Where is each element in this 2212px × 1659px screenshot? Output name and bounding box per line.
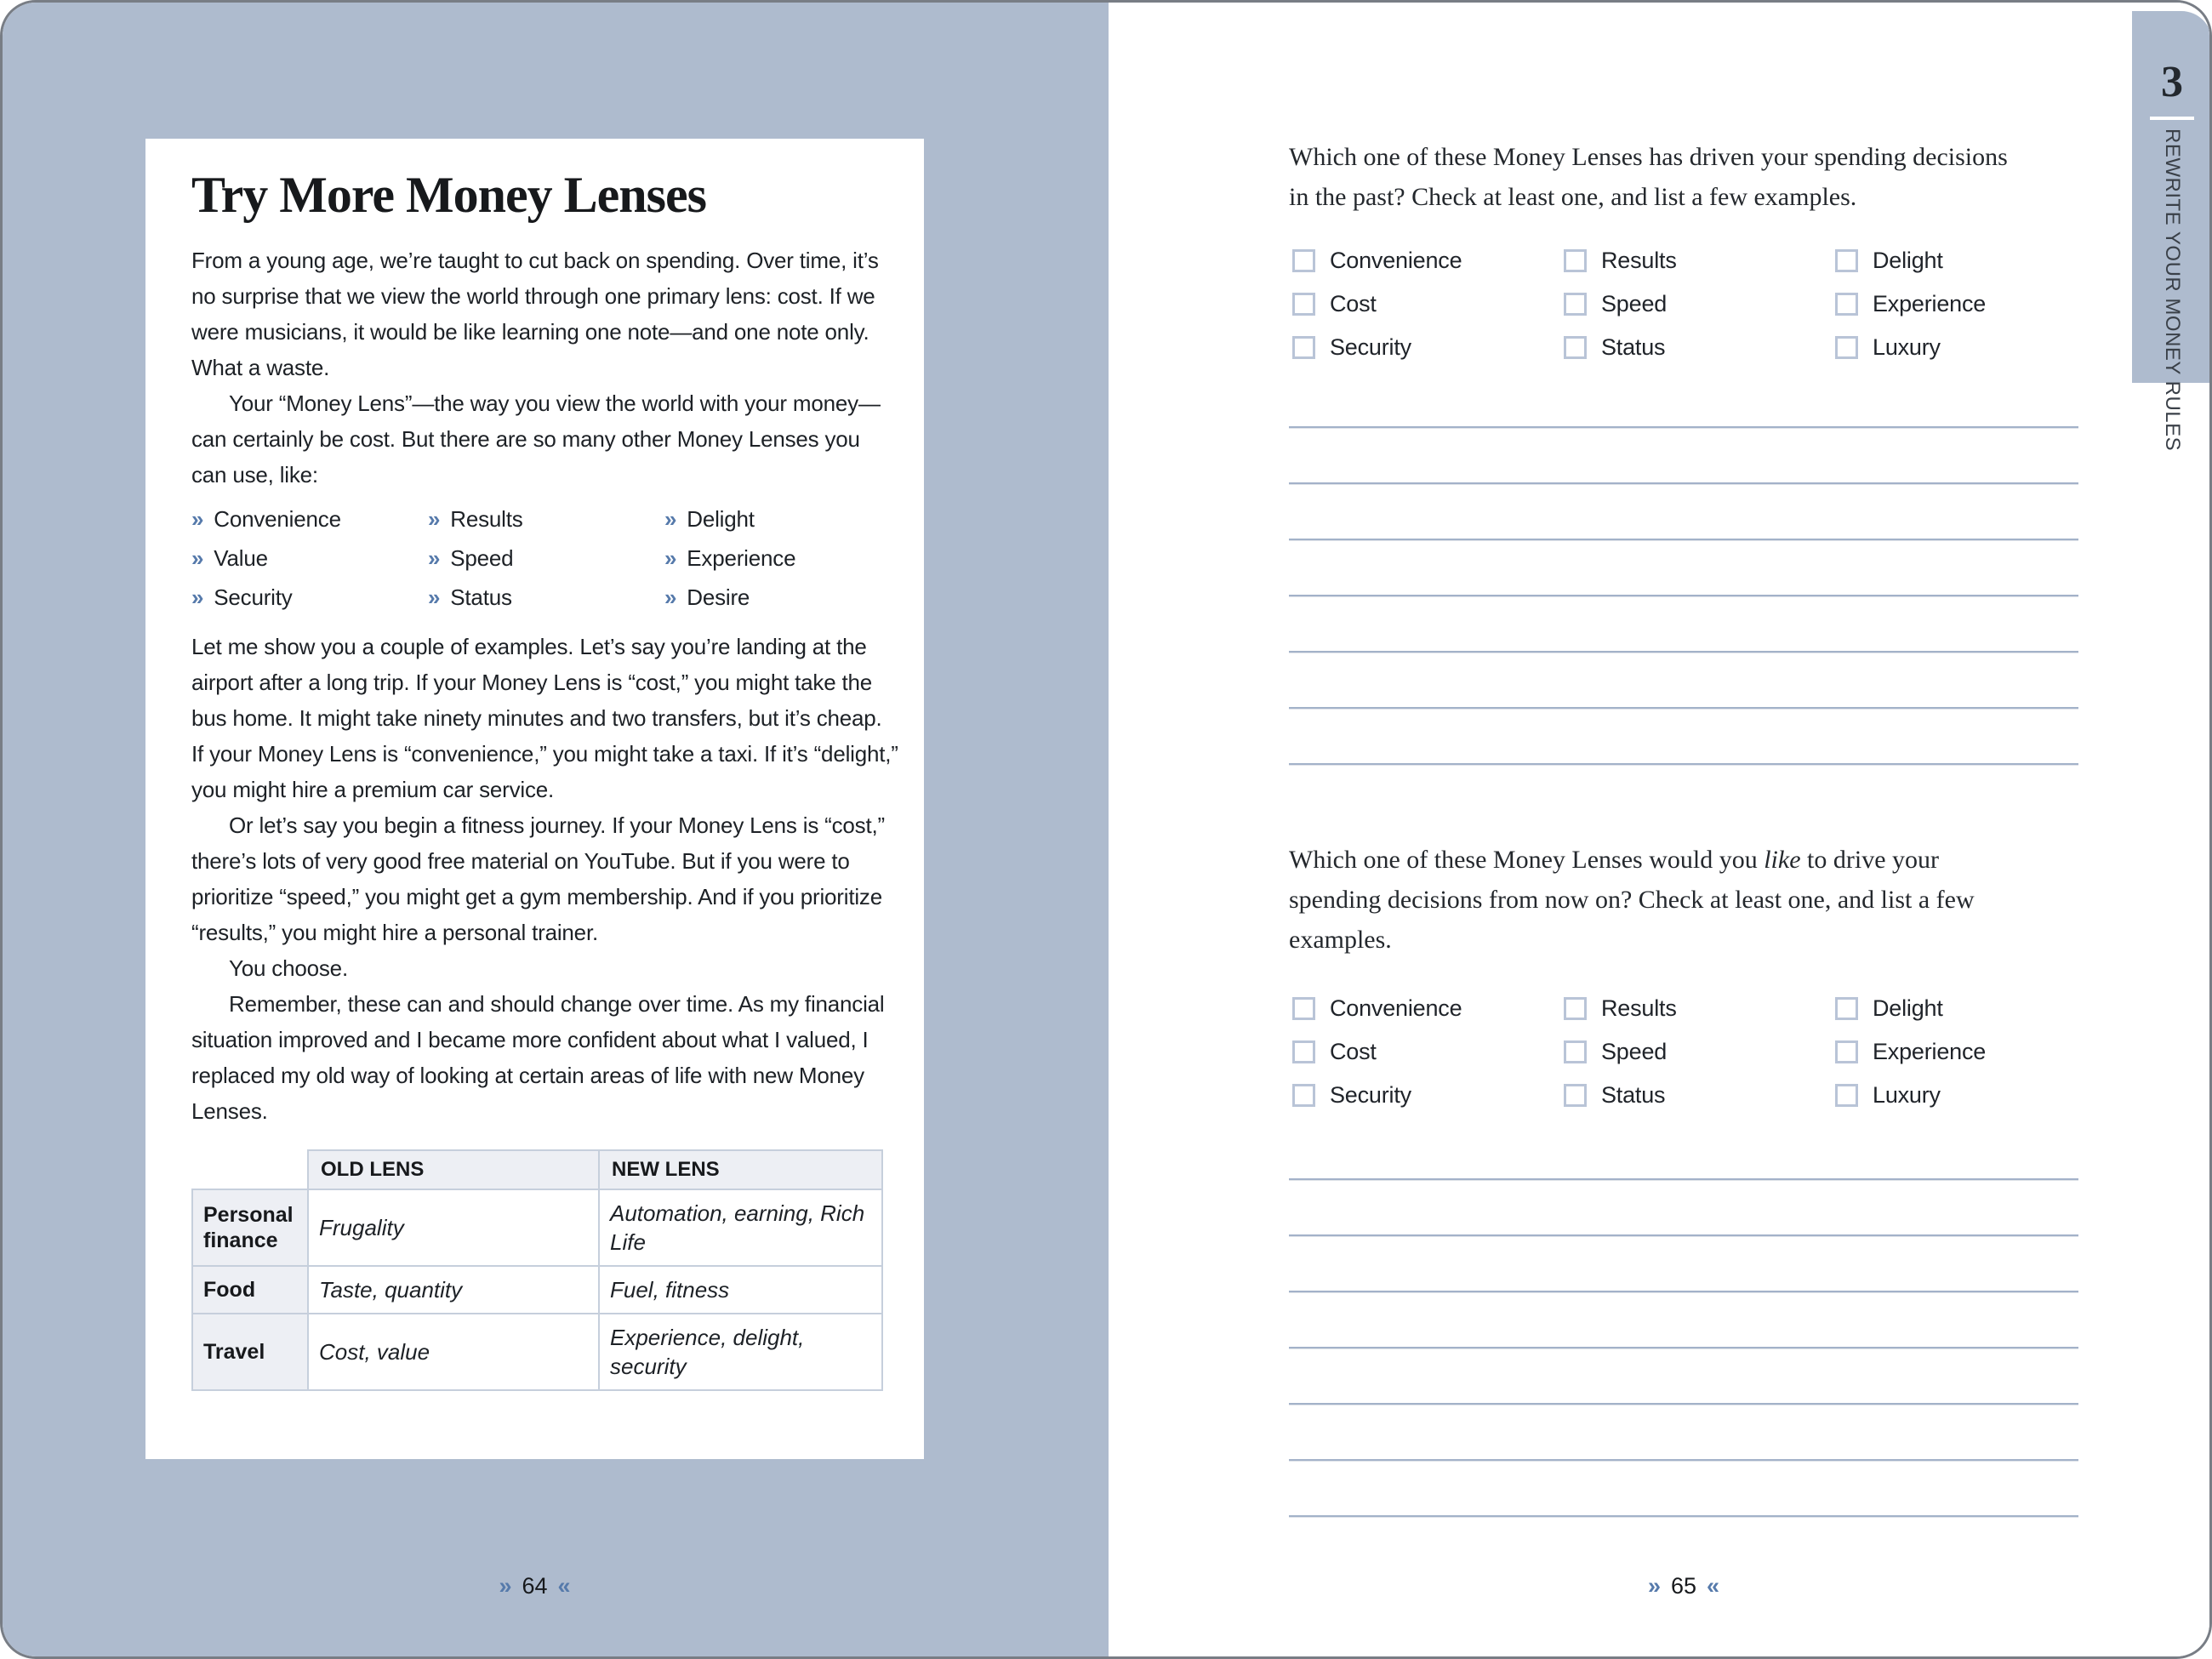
checkbox-icon[interactable] <box>1564 249 1587 272</box>
writing-line[interactable] <box>1289 1405 2078 1461</box>
old-lens-value: Taste, quantity <box>308 1266 599 1314</box>
checkbox-icon[interactable] <box>1835 997 1858 1020</box>
money-lens-bullet-list <box>191 499 898 617</box>
checkbox-label: Security <box>1330 1082 1411 1108</box>
question-1 <box>1289 137 2089 217</box>
article-title: Try More Money Lenses <box>191 167 706 223</box>
checkbox-icon[interactable] <box>1292 293 1315 316</box>
chevron-right-icon: » <box>191 544 204 571</box>
lens-checkbox-grid-2 <box>1292 987 2082 1117</box>
checkbox-icon[interactable] <box>1564 997 1587 1020</box>
checkbox-label: Luxury <box>1873 334 1941 360</box>
lens-checkbox-row[interactable] <box>1564 1039 1835 1065</box>
writing-line[interactable] <box>1289 1180 2078 1236</box>
bullet-label: Status <box>450 584 512 610</box>
writing-line[interactable] <box>1289 1461 2078 1517</box>
checkbox-icon[interactable] <box>1564 293 1587 316</box>
page-number-value: 64 <box>522 1573 548 1599</box>
chapter-title-vertical: REWRITE YOUR MONEY RULES <box>2161 128 2184 452</box>
checkbox-icon[interactable] <box>1292 1084 1315 1107</box>
bullet-label: Security <box>214 584 293 610</box>
lens-checkbox-row[interactable] <box>1292 1082 1564 1109</box>
column-header-old-lens: OLD LENS <box>308 1150 599 1189</box>
question-1-line-1: Which one of these Money Lenses has driven your spending decisions <box>1289 143 2008 171</box>
chevron-right-icon: » <box>428 544 441 571</box>
bullet-item <box>664 584 898 611</box>
checkbox-label: Convenience <box>1330 995 1462 1021</box>
table-header-row <box>192 1150 882 1189</box>
checkbox-label: Results <box>1601 248 1677 273</box>
writing-line[interactable] <box>1289 540 2078 596</box>
lens-checkbox-row[interactable] <box>1564 995 1835 1022</box>
writing-line[interactable] <box>1289 653 2078 709</box>
checkbox-icon[interactable] <box>1835 293 1858 316</box>
lens-checkbox-row[interactable] <box>1835 995 2082 1022</box>
row-label: Travel <box>192 1314 308 1390</box>
lens-checkbox-row[interactable] <box>1564 291 1835 317</box>
bullet-label: Convenience <box>214 505 341 532</box>
row-label: Personal finance <box>192 1189 308 1266</box>
paragraph-6: Remember, these can and should change over time. As my financial situation improved and I became more confident about what I valued, I replaced my old way of looking at certain areas of life with new Money Lenses. <box>191 991 885 1124</box>
checkbox-icon[interactable] <box>1835 1040 1858 1063</box>
lens-checkbox-row[interactable] <box>1564 334 1835 361</box>
new-lens-value: Automation, earning, Rich Life <box>599 1189 882 1266</box>
checkbox-icon[interactable] <box>1292 997 1315 1020</box>
checkbox-icon[interactable] <box>1292 249 1315 272</box>
bullet-item <box>428 506 664 533</box>
checkbox-label: Cost <box>1330 1039 1377 1064</box>
checkbox-label: Luxury <box>1873 1082 1941 1108</box>
bullet-label: Value <box>214 544 268 571</box>
chevron-left-icon: « <box>1707 1573 1720 1599</box>
chapter-tab[interactable] <box>2132 11 2212 452</box>
checkbox-label: Results <box>1601 995 1677 1021</box>
bullet-item <box>191 545 428 572</box>
article-card <box>145 139 924 1459</box>
checkbox-label: Experience <box>1873 1039 1987 1064</box>
lens-checkbox-row[interactable] <box>1292 248 1564 274</box>
writing-line[interactable] <box>1289 1348 2078 1405</box>
page-number-left <box>145 1573 924 1599</box>
paragraph-5: You choose. <box>229 955 348 981</box>
paragraph-3: Let me show you a couple of examples. Let’s say you’re landing at the airport after a long trip. If your Money Lens is “cost,” you might take the bus home. It might take ninety minutes and two transfers, but it’s cheap. If your Money Lens is “convenience,” you might take a taxi. If it’s “delight,” you might hire a premium car service. <box>191 634 898 802</box>
chapter-number: 3 <box>2161 58 2183 106</box>
table-row <box>192 1314 882 1390</box>
tab-divider <box>2150 117 2194 120</box>
checkbox-icon[interactable] <box>1564 336 1587 359</box>
writing-line[interactable] <box>1289 372 2078 428</box>
checkbox-icon[interactable] <box>1564 1084 1587 1107</box>
lens-checkbox-row[interactable] <box>1292 291 1564 317</box>
checkbox-icon[interactable] <box>1835 249 1858 272</box>
bullet-item <box>664 506 898 533</box>
lens-checkbox-row[interactable] <box>1292 1039 1564 1065</box>
lens-checkbox-grid-1 <box>1292 239 2082 369</box>
checkbox-icon[interactable] <box>1564 1040 1587 1063</box>
paragraph-2: Your “Money Lens”—the way you view the world with your money—can certainly be cost. But there are so many other Money Lenses you can use, like: <box>191 391 881 487</box>
bullet-item <box>191 584 428 611</box>
lens-checkbox-row[interactable] <box>1835 334 2082 361</box>
checkbox-label: Convenience <box>1330 248 1462 273</box>
bullet-item <box>664 545 898 572</box>
writing-line[interactable] <box>1289 1124 2078 1180</box>
old-lens-value: Cost, value <box>308 1314 599 1390</box>
chevron-right-icon: » <box>664 584 677 610</box>
question-2-text: Which one of these Money Lenses would you <box>1289 846 1764 874</box>
bullet-label: Speed <box>450 544 514 571</box>
bullet-item <box>428 545 664 572</box>
paragraph-4: Or let’s say you begin a fitness journey. If your Money Lens is “cost,” there’s lots of very good free material on YouTube. But if you were to prioritize “speed,” you might get a gym membership. And if you prioritize “results,” you might hire a personal trainer. <box>191 812 885 945</box>
left-page <box>3 3 1109 1659</box>
table-row <box>192 1189 882 1266</box>
chevron-right-icon: » <box>191 584 204 610</box>
chevron-left-icon: « <box>557 1573 571 1599</box>
old-new-lens-table <box>191 1149 883 1391</box>
chevron-right-icon: » <box>428 505 441 532</box>
writing-line[interactable] <box>1289 1292 2078 1348</box>
bullet-label: Delight <box>687 505 755 532</box>
question-1-line-2: in the past? Check at least one, and list a few examples. <box>1289 183 1857 211</box>
old-lens-value: Frugality <box>308 1189 599 1266</box>
writing-line[interactable] <box>1289 596 2078 653</box>
row-label: Food <box>192 1266 308 1314</box>
lens-checkbox-row[interactable] <box>1564 248 1835 274</box>
checkbox-icon[interactable] <box>1292 1040 1315 1063</box>
lens-checkbox-row[interactable] <box>1564 1082 1835 1109</box>
column-header-new-lens: NEW LENS <box>599 1150 882 1189</box>
checkbox-label: Experience <box>1873 291 1987 316</box>
checkbox-icon[interactable] <box>1835 1084 1858 1107</box>
writing-line[interactable] <box>1289 484 2078 540</box>
lens-checkbox-row[interactable] <box>1835 248 2082 274</box>
question-2 <box>1289 840 2089 960</box>
chevron-right-icon: » <box>1647 1573 1661 1599</box>
writing-line[interactable] <box>1289 1236 2078 1292</box>
writing-lines-block-2 <box>1289 1124 2078 1517</box>
lens-checkbox-row[interactable] <box>1835 1082 2082 1109</box>
checkbox-label: Security <box>1330 334 1411 360</box>
writing-line[interactable] <box>1289 428 2078 484</box>
bullet-item <box>191 506 428 533</box>
page-number-value: 65 <box>1670 1573 1697 1599</box>
chevron-right-icon: » <box>664 544 677 571</box>
lens-checkbox-row[interactable] <box>1292 334 1564 361</box>
paragraph-1: From a young age, we’re taught to cut back on spending. Over time, it’s no surprise that we view the world through one primary lens: cost. If we were musicians, it would be like learning one note—and one note only. What a waste. <box>191 248 879 380</box>
writing-lines-block-1 <box>1289 372 2078 765</box>
checkbox-label: Status <box>1601 1082 1666 1108</box>
chevron-right-icon: » <box>499 1573 512 1599</box>
checkbox-icon[interactable] <box>1292 336 1315 359</box>
writing-line[interactable] <box>1289 709 2078 765</box>
bullet-label: Experience <box>687 544 796 571</box>
table-row <box>192 1266 882 1314</box>
checkbox-label: Delight <box>1873 995 1943 1021</box>
chevron-right-icon: » <box>664 505 677 532</box>
chevron-right-icon: » <box>428 584 441 610</box>
new-lens-value: Fuel, fitness <box>599 1266 882 1314</box>
lens-checkbox-row[interactable] <box>1835 1039 2082 1065</box>
bullet-label: Desire <box>687 584 750 610</box>
question-2-line-2: spending decisions from now on? Check at least one, and list a few <box>1289 886 1975 914</box>
table-corner-cell <box>192 1150 308 1189</box>
checkbox-label: Speed <box>1601 1039 1668 1064</box>
new-lens-value: Experience, delight, security <box>599 1314 882 1390</box>
chevron-right-icon: » <box>191 505 204 532</box>
page-number-right <box>1289 1573 2078 1599</box>
lens-checkbox-row[interactable] <box>1292 995 1564 1022</box>
checkbox-label: Speed <box>1601 291 1668 316</box>
question-2-text: to drive your <box>1800 846 1939 874</box>
checkbox-icon[interactable] <box>1835 336 1858 359</box>
question-2-italic-word: like <box>1764 846 1801 874</box>
question-2-line-3: examples. <box>1289 926 1392 954</box>
checkbox-label: Delight <box>1873 248 1943 273</box>
question-2-line-1 <box>1289 840 2089 880</box>
bullet-item <box>428 584 664 611</box>
checkbox-label: Cost <box>1330 291 1377 316</box>
checkbox-label: Status <box>1601 334 1666 360</box>
bullet-label: Results <box>450 505 523 532</box>
lens-checkbox-row[interactable] <box>1835 291 2082 317</box>
